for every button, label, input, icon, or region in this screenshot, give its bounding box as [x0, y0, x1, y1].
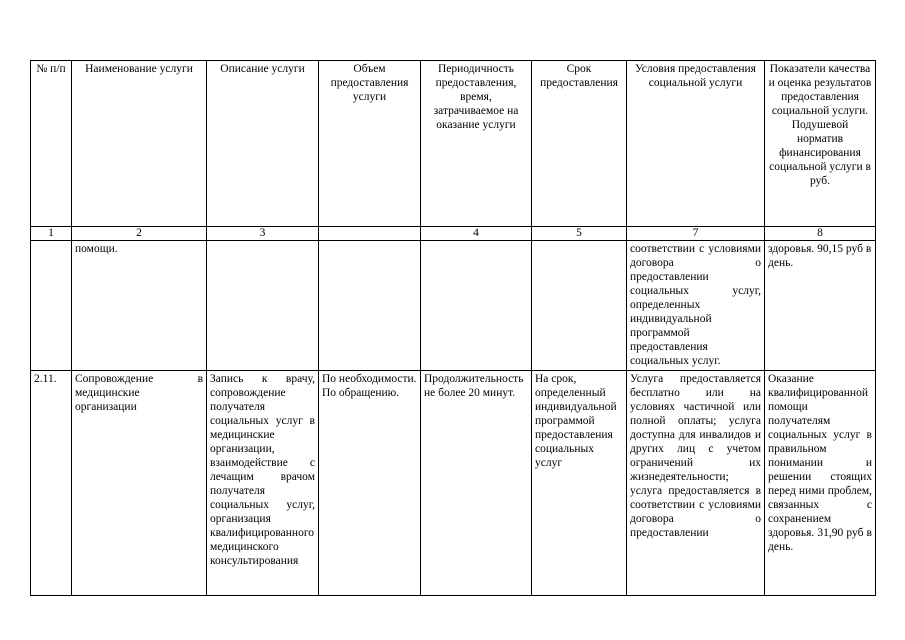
column-number: 4: [421, 227, 532, 241]
header-term: Срок предоставления: [532, 61, 627, 227]
column-number: 7: [627, 227, 765, 241]
table-row-continuation: [31, 241, 876, 371]
header-conditions: Условия предоставления социальной услуги: [627, 61, 765, 227]
header-number: № п/п: [31, 61, 72, 227]
cell-row-number: 2.11.: [31, 371, 72, 596]
services-table: [30, 60, 876, 596]
header-quality: Показатели качества и оценка результатов предоставления социальной услуги. Подушевой норматив финансирования социальной услуги в руб.: [765, 61, 876, 227]
table-row-2-11: [31, 371, 876, 596]
cell-empty: [319, 241, 421, 371]
cell-empty: [207, 241, 319, 371]
header-service-name: Наименование услуги: [72, 61, 207, 227]
column-number: 2: [72, 227, 207, 241]
cell-periodicity: Продолжительность не более 20 минут.: [421, 371, 532, 596]
header-periodicity: Периодичность предоставления, время, затрачиваемое на оказание услуги: [421, 61, 532, 227]
column-number-row: [31, 227, 876, 241]
cell-empty: [31, 241, 72, 371]
column-number: 5: [532, 227, 627, 241]
cell-quality-continued: здоровья. 90,15 руб в день.: [765, 241, 876, 371]
cell-empty: [532, 241, 627, 371]
cell-name-continued: помощи.: [72, 241, 207, 371]
cell-conditions: Услуга предоставляется бесплатно или на условиях частичной или полной оплаты; услуга доступна для инвалидов и других лиц с учетом ограничений их жизнедеятельности; услуга предоставляется в соответствии с условиями договора о предоставлении: [627, 371, 765, 596]
header-volume: Объем предоставления услуги: [319, 61, 421, 227]
table-header-row: [31, 61, 876, 227]
cell-service-name: Сопровождение в медицинские организации: [72, 371, 207, 596]
header-service-description: Описание услуги: [207, 61, 319, 227]
cell-quality: Оказание квалифицированной помощи получателям социальных услуг в правильном понимании и решении стоящих перед ними проблем, связанных с сохранением здоровья. 31,90 руб в день.: [765, 371, 876, 596]
column-number: 3: [207, 227, 319, 241]
column-number: [319, 227, 421, 241]
cell-volume: По необходимости. По обращению.: [319, 371, 421, 596]
cell-term: На срок, определенный индивидуальной программой предоставления социальных услуг: [532, 371, 627, 596]
cell-empty: [421, 241, 532, 371]
column-number: 1: [31, 227, 72, 241]
cell-conditions-continued: соответствии с условиями договора о предоставлении социальных услуг, определенных индивидуальной программой предоставления социальных услуг.: [627, 241, 765, 371]
cell-service-description: Запись к врачу, сопровождение получателя социальных услуг в медицинские организации, взаимодействие с лечащим врачом получателя социальных услуг, организация квалифицированного медицинского консультирования: [207, 371, 319, 596]
column-number: 8: [765, 227, 876, 241]
